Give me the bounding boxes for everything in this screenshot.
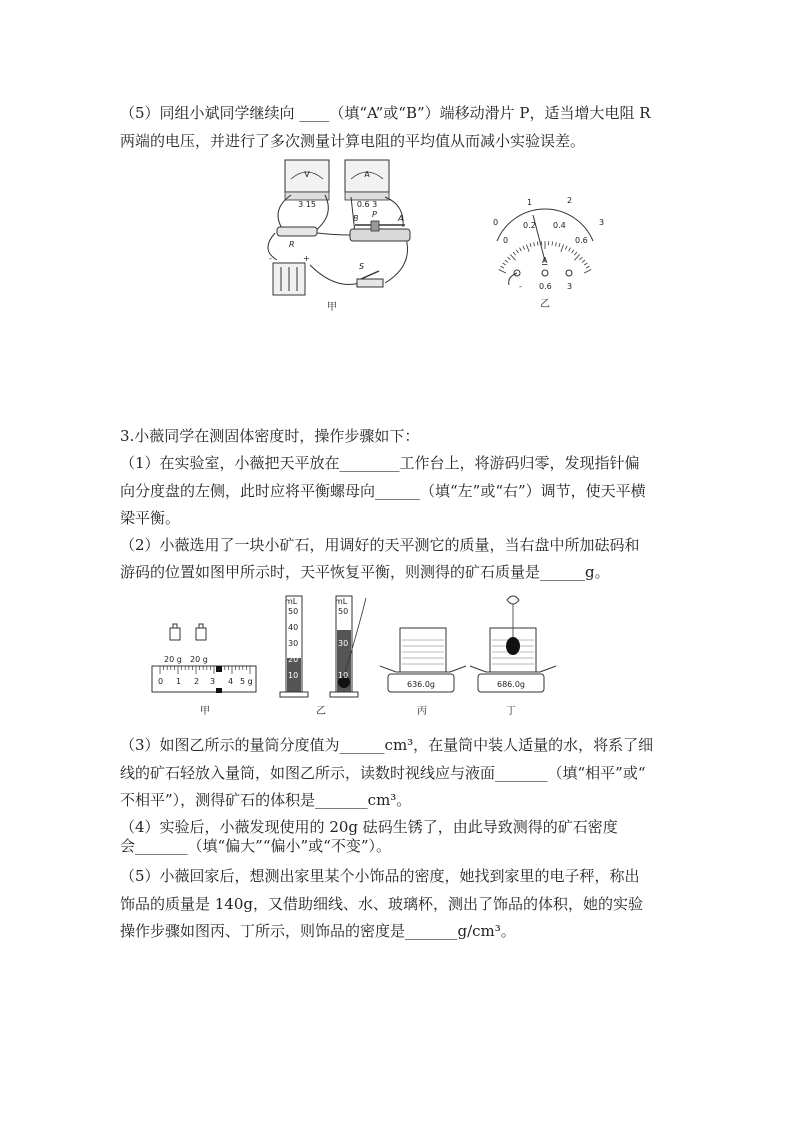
label-B: B [353,214,359,223]
rider-1: 1 [176,677,182,686]
ammeter-terminals: 0.6 3 [356,200,378,209]
scale-tick [552,242,553,246]
scale-tick [586,266,589,268]
scale-tick [520,248,522,252]
scale-bottom-1: 0.2 [523,221,536,230]
rider-4: 4 [228,677,234,686]
q3-title: 3.小薇同学在测固体密度时，操作步骤如下： [120,427,420,445]
scale-tick [508,257,511,260]
meter-letter: A [542,256,548,265]
label-P: P [372,210,377,219]
q3-p5-line1: （5）小薇回家后，想测出家里某个小饰品的密度，她找到家里的电子秤，称出 [120,867,640,885]
svg-text:A: A [364,170,370,179]
cyl1-mark-40: 40 [288,623,299,632]
scale-tick [572,250,574,253]
q3-p1-line2: 向分度盘的左侧，此时应将平衡螺母向______（填“左”或“右”）调节，使天平横 [120,482,646,500]
scale-tick [580,257,583,260]
cyl1-mark-50: 50 [288,607,299,616]
switch-icon [357,262,383,287]
terminal-3: 3 [567,282,573,291]
scale-tick [534,242,535,246]
circuit-figure [255,155,625,315]
scale-tick [516,250,518,253]
ammeter-scale-icon [493,196,604,291]
rider-3: 3 [210,677,216,686]
scale-tick [565,246,567,250]
scale-tick [584,263,587,265]
balance-scale-icon [152,624,256,717]
rheostat-icon [350,210,410,241]
q3-p4-line1: （4）实验后，小薇发现使用的 20g 砝码生锈了，由此导致测得的矿石密度 [120,818,618,836]
scale-reading-bing: 636.0g [407,680,435,689]
q3-p1-line1: （1）在实验室，小薇把天平放在________工作台上，将游码归零，发现指针偏 [120,454,640,472]
scale-tick [503,263,506,265]
q2-5-line2: 两端的电压，并进行了多次测量计算电阻的平均值从而减小实验误差。 [120,132,586,150]
scale-tick [556,242,557,246]
electronic-scale-with-ornament-icon [470,596,556,717]
scale-top-2: 2 [567,196,573,205]
terminal-06: 0.6 [539,282,552,291]
scale-tick [530,243,531,247]
scale-tick [584,269,591,273]
scale-bottom-3: 0.6 [575,236,588,245]
scale-tick [582,260,585,263]
scale-tick [569,248,571,252]
caption-density-yi: 乙 [316,706,326,717]
label-S: S [359,262,365,271]
scale-tick [501,266,504,268]
scale-tick [537,242,538,246]
weight-label-2: 20 g [190,655,208,664]
q3-p2-line1: （2）小薇选用了一块小矿石，用调好的天平测它的质量，当右盘中所加砝码和 [120,536,640,554]
scale-tick [561,245,564,252]
density-figure [148,590,568,720]
label-A-terminal: A [398,214,404,223]
caption-density-bing: 丙 [417,706,427,717]
scale-tick [574,254,579,260]
weight-label-1: 20 g [164,655,182,664]
svg-text:-: - [269,254,272,263]
q3-p3-line1: （3）如图乙所示的量筒分度值为______cm³，在量筒中装人适量的水，将系了细 [120,736,654,754]
caption-density-jia: 甲 [200,706,210,717]
q2-5-line1: （5）同组小斌同学继续向 ____（填“A”或“B”）端移动滑片 P，适当增大电阻 R [120,104,651,122]
label-R: R [289,240,295,249]
voltmeter-terminals: 3 15 [298,200,316,209]
scale-top-1: 1 [527,198,533,207]
scale-tick [574,252,577,255]
scale-bottom-0: 0 [503,236,509,245]
q3-p1-line3: 梁平衡。 [120,509,181,527]
terminal-minus: - [519,282,522,291]
scale-tick [523,246,525,250]
scale-tick [505,260,508,263]
graduated-cylinder-icon [280,596,366,717]
q3-p5-line2: 饰品的质量是 140g，又借助细线、水、玻璃杯，测出了饰品的体积，她的实验 [120,895,644,913]
scale-tick [526,245,529,252]
q3-p3-line2: 线的矿石轻放入量筒，如图乙所示，读数时视线应与液面_______（填“相平”或“ [120,764,646,782]
cyl1-mark-30: 30 [288,639,299,648]
svg-text:+: + [303,254,310,263]
electronic-scale-icon [380,628,466,717]
cyl1-mark-20: 20 [288,655,299,664]
scale-tick [513,252,516,255]
rider-5: 5 g [240,677,253,686]
scale-top-3: 3 [599,218,605,227]
caption-jia: 甲 [327,302,337,313]
caption-yi: 乙 [540,299,550,310]
cyl-unit-2: mL [335,597,348,606]
resistor-icon [277,227,317,249]
scale-bottom-2: 0.4 [553,221,566,230]
cyl2-mark-30: 30 [338,639,349,648]
cyl2-mark-50: 50 [338,607,349,616]
q3-p4-line2: 会_______（填“偏大”“偏小”或“不变”）。 [120,837,392,855]
rider-2: 2 [194,677,200,686]
caption-density-ding: 丁 [506,706,516,717]
battery-icon [269,254,310,295]
q3-p5-line3: 操作步骤如图丙、丁所示，则饰品的密度是_______g/cm³。 [120,922,516,940]
cyl-unit-1: mL [285,597,298,606]
rider-0: 0 [158,677,164,686]
voltmeter-icon [285,160,329,209]
q3-p2-line2: 游码的位置如图甲所示时，天平恢复平衡，则测得的矿石质量是______g。 [120,563,610,581]
svg-text:V: V [304,170,310,179]
scale-tick [499,269,506,273]
scale-tick [510,254,515,260]
q3-p3-line3: 不相平”），测得矿石的体积是_______cm³。 [120,791,412,809]
scale-tick [559,243,560,247]
cyl1-mark-10: 10 [288,671,299,680]
cyl2-mark-10: 10 [338,671,349,680]
scale-reading-ding: 686.0g [497,680,525,689]
scale-top-0: 0 [493,218,499,227]
